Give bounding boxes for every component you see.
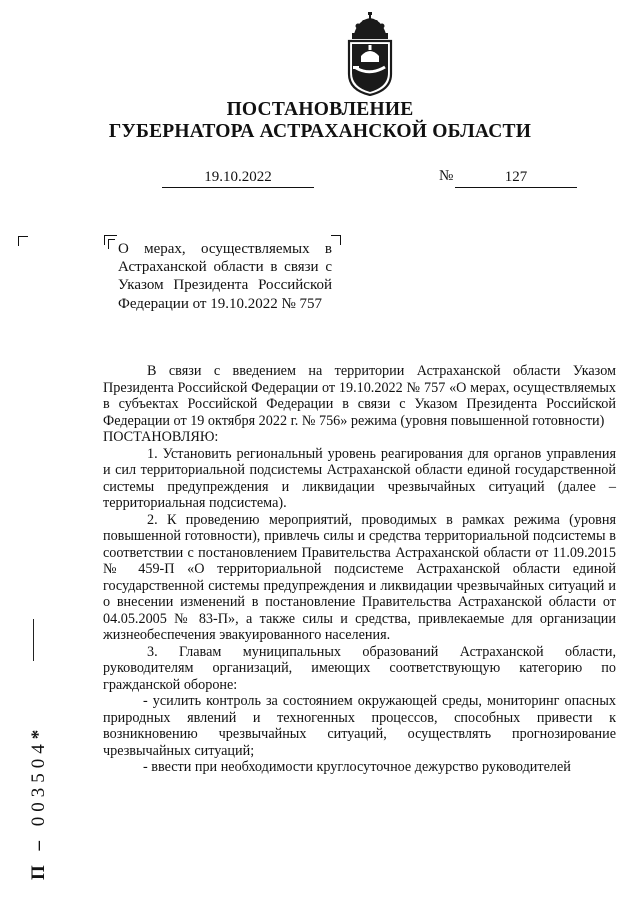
number-sign: №	[439, 168, 454, 184]
document-title-line1: ПОСТАНОВЛЕНИЕ	[226, 99, 414, 120]
decree-word: ПОСТАНОВЛЯЮ:	[103, 429, 219, 445]
paragraph-item-1: 1. Установить региональный уровень реагирования для органов управления и сил территориальной подсистемы Астраханской области единой государственной системы предупреждения и ликвидации чрезвычайных ситуаций (далее – территориальная подсистема).	[103, 445, 616, 511]
document-number: 127	[455, 167, 577, 188]
document-title-line2: ГУБЕРНАТОРА АСТРАХАНСКОЙ ОБЛАСТИ	[108, 121, 532, 142]
preamble-paragraph: В связи с введением на территории Астраханской области Указом Президента Российской Федерации от 19.10.2022 № 757 «О мерах, осуществляемых в субъектах Российской Федерации в связи с Указом Президента Российской Федерации от 19 октября 2022 г. № 756» режима (уровня повышенной готовности)	[103, 363, 616, 429]
subject-corner-mark-inner	[108, 239, 115, 249]
subitem-2: - ввести при необходимости круглосуточное дежурство руководителей	[143, 759, 571, 775]
paragraph-item-2: 2. К проведению мероприятий, проводимых в рамках режима (уровня повышенной готовности), привлечь силы и средства территориальной подсистемы в соответствии с постановлением Правительства Астраханской области от 11.09.2015 № 459-П «О территориальной подсистеме Астраханской области единой государственной системы предупреждения и ликвидации чрезвычайных ситуаций и о внесении изменений в постановление Правительства Астраханской области от 04.05.2005 № 83-П», а также силы и средства, привлекаемые для организации жизнеобеспечения эвакуированного населения.	[103, 511, 616, 643]
coat-of-arms-emblem	[344, 12, 396, 96]
document-subject: О мерах, осуществляемых в Астраханской области в связи с Указом Президента Российской Федерации от 19.10.2022 № 757	[118, 241, 332, 312]
side-margin-line	[33, 619, 34, 661]
document-body	[103, 363, 616, 776]
document-date: 19.10.2022	[162, 167, 314, 188]
subject-corner-mark-right	[331, 235, 341, 245]
registration-side-mark	[28, 670, 52, 880]
side-mark-code: 003504	[28, 739, 49, 827]
paragraph-item-3: 3. Главам муниципальных образований Астраханской области, руководителям организаций, имеющих соответствующую категорию по гражданской обороне:	[103, 643, 616, 693]
margin-corner-mark	[18, 236, 28, 246]
side-mark-prefix: П –	[28, 835, 49, 880]
subitem-1: - усилить контроль за состоянием окружающей среды, мониторинг опасных природных явлений и техногенных процессов, способных привести к возникновению чрезвычайных ситуаций, осуществлять прогнозирование чрезвычайных ситуаций;	[103, 693, 616, 759]
side-mark-suffix: *	[28, 724, 49, 740]
